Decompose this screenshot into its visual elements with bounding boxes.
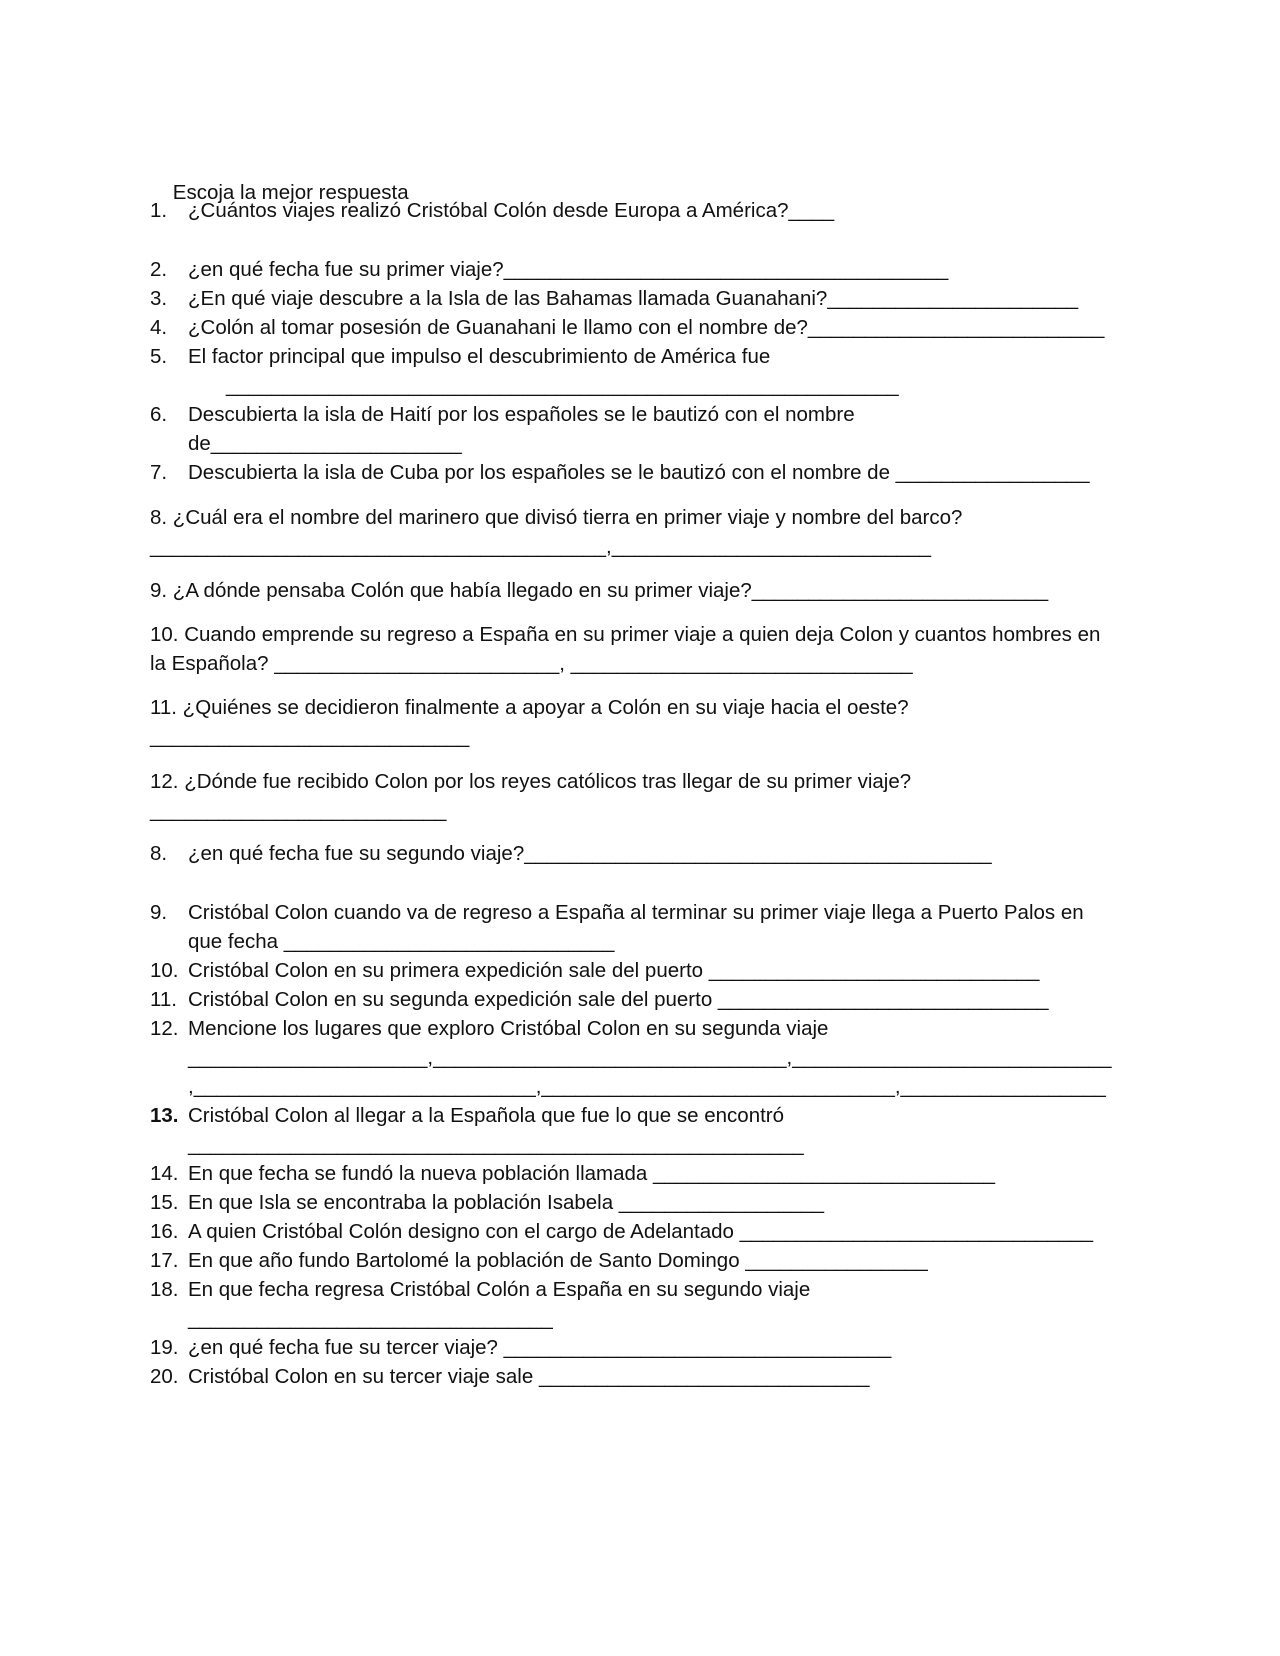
answer-blank: ___________________________________________________________ — [226, 374, 899, 397]
question-number: 18. — [150, 1278, 179, 1301]
question-number: 14. — [150, 1162, 179, 1185]
question-number: 5. — [150, 345, 168, 368]
question-text: 11. ¿Quiénes se decidieron finalmente a apoyar a Colón en su viaje hacia el oeste? — [150, 696, 909, 719]
question-text: Descubierta la isla de Cuba por los españoles se le bautizó con el nombre de _________________ — [188, 461, 1090, 484]
question-text: En que Isla se encontraba la población Isabela __________________ — [188, 1191, 825, 1214]
answer-blank: ,______________________________,_______________________________,__________________ — [188, 1075, 1106, 1098]
question-text: ¿en qué fecha fue su segundo viaje?_________________________________________ — [188, 842, 992, 865]
question-text: Cristóbal Colon en su primera expedición sale del puerto _____________________________ — [188, 959, 1040, 982]
answer-blank: ________________________________ — [188, 1307, 553, 1330]
answer-blank: que fecha _____________________________ — [188, 930, 615, 953]
question-number: 3. — [150, 287, 168, 310]
question-text: Cristóbal Colon en su segunda expedición sale del puerto _____________________________ — [188, 988, 1049, 1011]
question-text: ________________________________________,____________________________ — [150, 535, 931, 558]
question-number: 12. — [150, 1017, 179, 1040]
answer-blank: ______________________________________________________ — [188, 1133, 804, 1156]
question-number: 1. — [150, 199, 168, 222]
question-text: En que fecha regresa Cristóbal Colón a España en su segundo viaje — [188, 1278, 811, 1301]
question-text: ¿en qué fecha fue su tercer viaje? __________________________________ — [188, 1336, 892, 1359]
question-text: __________________________ — [150, 799, 447, 822]
instruction-heading: Escoja la mejor respuesta — [172, 181, 409, 204]
question-number: 6. — [150, 403, 168, 426]
question-number: 13. — [150, 1104, 179, 1127]
question-number: 20. — [150, 1365, 179, 1388]
question-text: ¿en qué fecha fue su primer viaje?_______________________________________ — [188, 258, 949, 281]
question-number: 8. — [150, 842, 168, 865]
question-text: 10. Cuando emprende su regreso a España en su primer viaje a quien deja Colon y cuantos hombres en — [150, 623, 1101, 646]
question-text: 9. ¿A dónde pensaba Colón que había llegado en su primer viaje?__________________________ — [150, 579, 1049, 602]
question-text: A quien Cristóbal Colón designo con el cargo de Adelantado _______________________________ — [188, 1220, 1094, 1243]
question-text: Cristóbal Colon al llegar a la Española que fue lo que se encontró — [188, 1104, 785, 1127]
question-text: Cristóbal Colon en su tercer viaje sale _____________________________ — [188, 1365, 870, 1388]
question-text: Mencione los lugares que exploro Cristóbal Colon en su segunda viaje — [188, 1017, 829, 1040]
answer-blank: _____________________,_______________________________,____________________________ — [188, 1046, 1112, 1069]
question-text: En que fecha se fundó la nueva población llamada ______________________________ — [188, 1162, 996, 1185]
question-text: Descubierta la isla de Haití por los españoles se le bautizó con el nombre — [188, 403, 855, 426]
question-number: 10. — [150, 959, 179, 982]
question-number: 16. — [150, 1220, 179, 1243]
question-number: 11. — [150, 988, 177, 1011]
question-text: El factor principal que impulso el descubrimiento de América fue — [188, 345, 771, 368]
question-number: 4. — [150, 316, 168, 339]
question-text: la Española? _________________________, ______________________________ — [150, 652, 913, 675]
question-text: ¿En qué viaje descubre a la Isla de las Bahamas llamada Guanahani?______________________ — [188, 287, 1079, 310]
question-text: ¿Cuántos viajes realizó Cristóbal Colón desde Europa a América?____ — [188, 199, 835, 222]
question-number: 19. — [150, 1336, 179, 1359]
question-number: 17. — [150, 1249, 179, 1272]
question-number: 9. — [150, 901, 168, 924]
question-text: En que año fundo Bartolomé la población de Santo Domingo ________________ — [188, 1249, 928, 1272]
question-text: ____________________________ — [150, 725, 470, 748]
question-text: 8. ¿Cuál era el nombre del marinero que divisó tierra en primer viaje y nombre del barco? — [150, 506, 963, 529]
question-number: 7. — [150, 461, 168, 484]
question-text: Cristóbal Colon cuando va de regreso a España al terminar su primer viaje llega a Puerto Palos en — [188, 901, 1084, 924]
question-number: 2. — [150, 258, 168, 281]
question-number: 15. — [150, 1191, 179, 1214]
answer-blank: de______________________ — [188, 432, 462, 455]
question-text: ¿Colón al tomar posesión de Guanahani le llamo con el nombre de?__________________________ — [188, 316, 1105, 339]
question-text: 12. ¿Dónde fue recibido Colon por los reyes católicos tras llegar de su primer viaje? — [150, 770, 912, 793]
